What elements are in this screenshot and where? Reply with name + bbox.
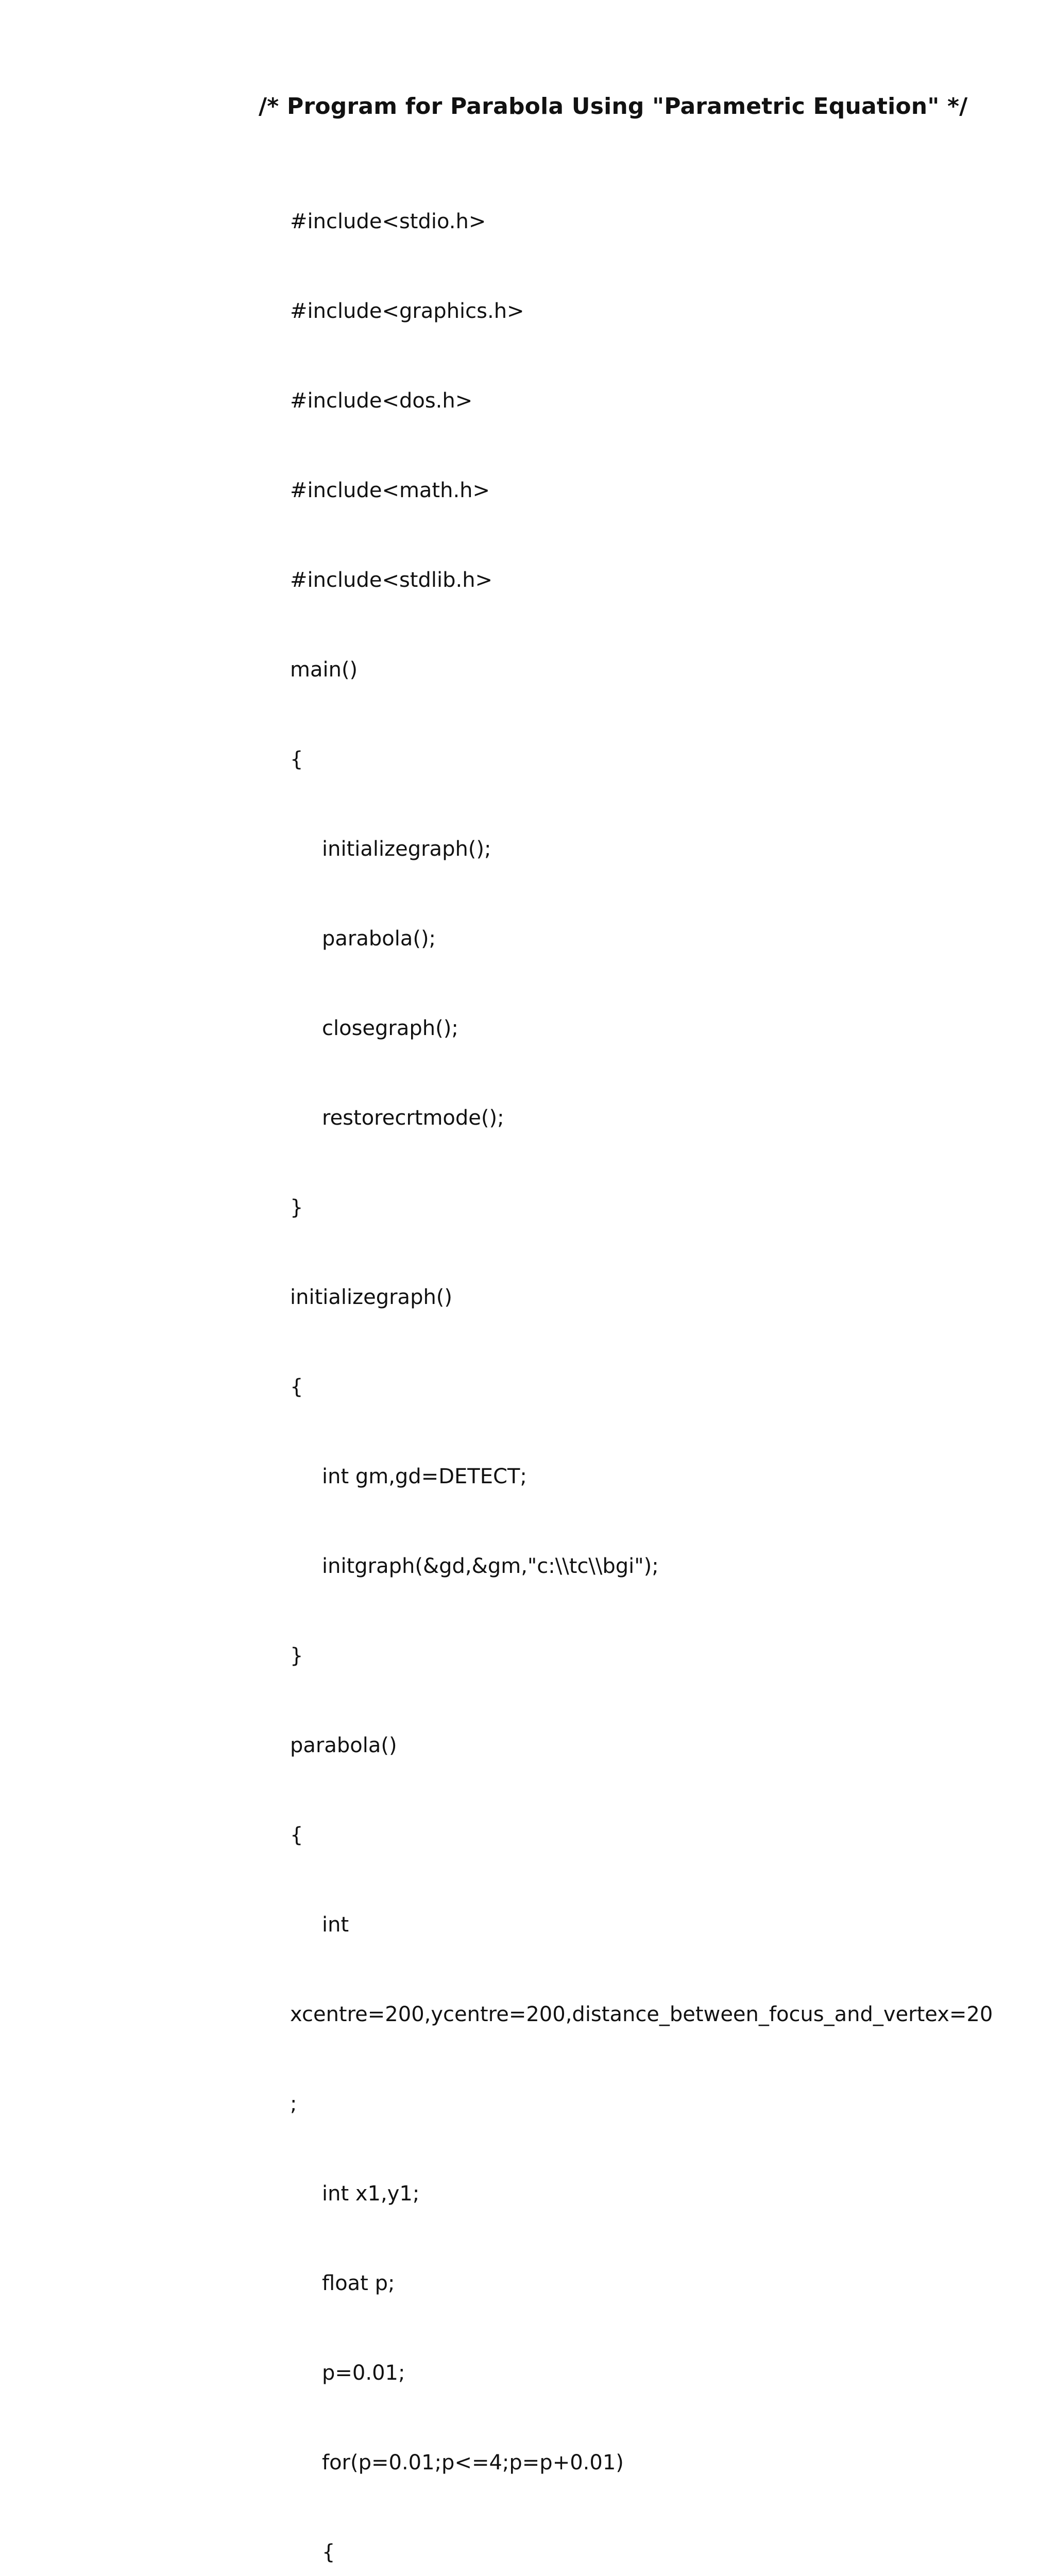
code-line: p=0.01;: [322, 2361, 405, 2385]
code-line: closegraph();: [322, 1016, 458, 1040]
code-line: initgraph(&gd,&gm,"c:\\tc\\bgi");: [322, 1554, 659, 1578]
code-line: xcentre=200,ycentre=200,distance_between_focus_and_vertex=20: [290, 2003, 993, 2026]
code-line: int gm,gd=DETECT;: [322, 1465, 527, 1488]
code-line: int x1,y1;: [322, 2182, 420, 2206]
code-line: #include<math.h>: [290, 479, 490, 502]
code-line: ;: [290, 2092, 297, 2116]
code-line: float p;: [322, 2272, 395, 2295]
code-line: int: [322, 1913, 349, 1937]
code-line: }: [290, 1644, 303, 1668]
document-title: /* Program for Parabola Using "Parametric Equation" */: [259, 93, 968, 120]
code-line: #include<dos.h>: [290, 389, 473, 413]
code-line: {: [322, 2540, 335, 2564]
code-line: #include<stdio.h>: [290, 210, 486, 233]
code-line: #include<graphics.h>: [290, 299, 524, 323]
code-line: {: [290, 1823, 303, 1847]
code-line: #include<stdlib.h>: [290, 568, 493, 592]
code-line: }: [290, 1196, 303, 1219]
code-line: {: [290, 1375, 303, 1399]
code-line: for(p=0.01;p<=4;p=p+0.01): [322, 2451, 624, 2475]
code-listing: [290, 147, 1022, 2576]
code-line: main(): [290, 658, 358, 682]
code-line: parabola();: [322, 927, 436, 951]
code-line: initializegraph();: [322, 837, 491, 861]
code-line: restorecrtmode();: [322, 1106, 504, 1130]
code-line: parabola(): [290, 1734, 397, 1757]
code-line: initializegraph(): [290, 1285, 453, 1309]
code-line: {: [290, 748, 303, 771]
